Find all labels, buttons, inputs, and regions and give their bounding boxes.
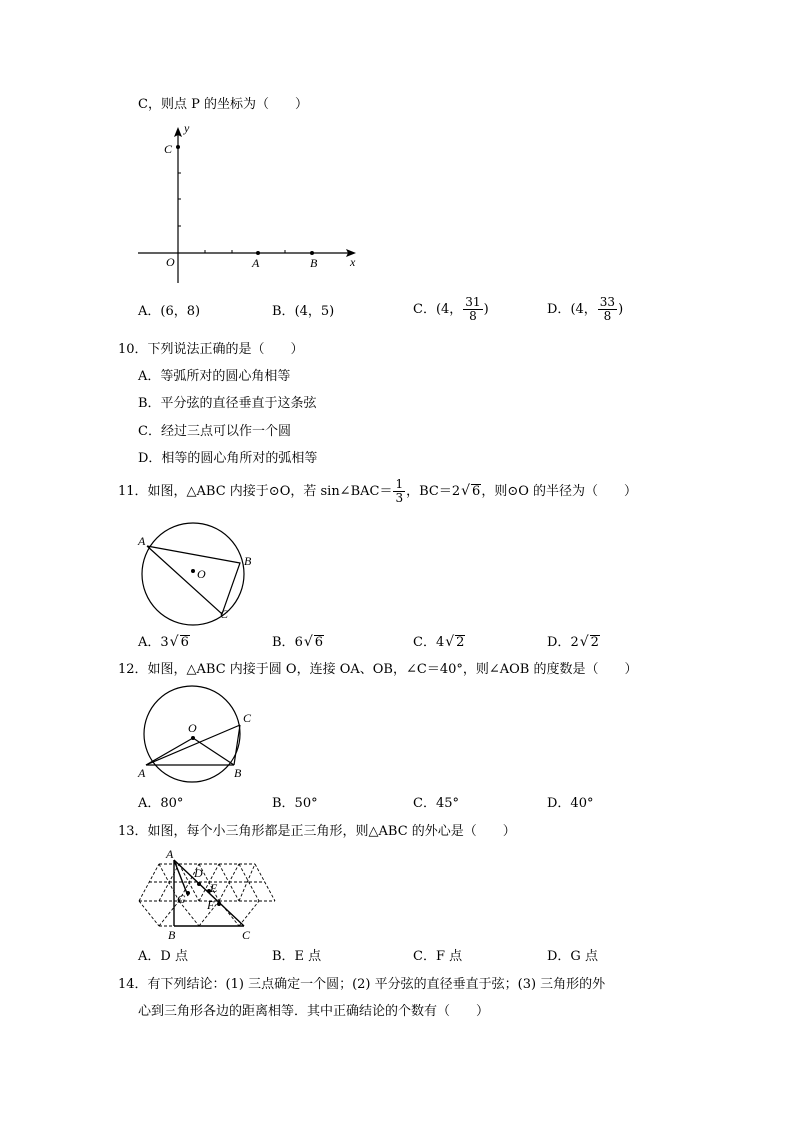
q11-label-c: C <box>220 607 229 621</box>
q12-option-d[interactable]: D．40° <box>547 796 594 811</box>
q12-label-a: A <box>138 766 146 780</box>
q13-label-f: F <box>207 898 215 912</box>
q10-option-c[interactable]: C．经过三点可以作一个圆 <box>138 424 291 439</box>
q11-option-b[interactable]: B．6√ 6 <box>272 634 324 650</box>
q12-option-a[interactable]: A．80° <box>138 796 184 811</box>
q13-option-b[interactable]: B．E 点 <box>272 949 322 964</box>
q11-option-a[interactable]: A．3√ 6 <box>138 634 189 650</box>
q12-label-c: C <box>243 711 252 725</box>
q10-option-b[interactable]: B．平分弦的直径垂直于这条弦 <box>138 396 317 411</box>
q10-option-d[interactable]: D．相等的圆心角所对的弧相等 <box>138 451 318 466</box>
q12-stem: 12．如图，△ABC 内接于圆 O，连接 OA、OB，∠C＝40°，则∠AOB 的度数是（ ） <box>118 662 638 677</box>
q9-label-y: y <box>184 121 190 135</box>
q9-label-x: x <box>350 255 356 269</box>
q12-option-c[interactable]: C．45° <box>413 796 459 811</box>
q11-label-o: O <box>197 567 206 581</box>
q14-stem-line1: 14．有下列结论：(1) 三点确定一个圆；(2) 平分弦的直径垂直于弦；(3) 三角形的外 <box>118 977 606 992</box>
q13-label-c: C <box>242 928 251 942</box>
q9-option-d[interactable]: D．(4， $\frac{33}{8}$ ) <box>547 295 624 323</box>
q11-option-d[interactable]: D．2√ 2 <box>547 634 599 650</box>
q11-option-c[interactable]: C．4√ 2 <box>413 634 465 650</box>
q11-fraction: $\frac{1}{3}$ <box>395 477 404 505</box>
q13-option-c[interactable]: C．F 点 <box>413 949 463 964</box>
q12-label-b: B <box>234 766 242 780</box>
q11-circle-figure <box>130 525 270 625</box>
q11-stem: 11．如图，△ABC 内接于⊙O，若 sin∠BAC＝ $\frac{1}{3}$ ，BC＝2√ 6，则⊙O 的半径为（ ） <box>118 477 638 505</box>
q9-option-c-fraction: $\frac{31}{8}$ <box>465 295 481 323</box>
q13-label-d: D <box>194 866 203 880</box>
q13-option-a[interactable]: A．D 点 <box>138 949 188 964</box>
q9-label-b: B <box>310 256 318 270</box>
q13-option-d[interactable]: D．G 点 <box>547 949 598 964</box>
q12-circle-figure <box>130 685 270 785</box>
q9-coordinate-figure <box>130 118 370 290</box>
q11-label-a: A <box>138 534 146 548</box>
q13-label-e: E <box>210 881 218 895</box>
q13-label-g: G <box>177 892 186 906</box>
q13-triangle-grid-figure <box>130 846 280 942</box>
q10-stem: 10．下列说法正确的是（ ） <box>118 342 304 357</box>
q9-option-d-fraction: $\frac{33}{8}$ <box>599 295 616 323</box>
q9-label-a: A <box>252 256 260 270</box>
q9-stem-tail: C，则点 P 的坐标为（ ） <box>138 97 308 112</box>
q11-label-b: B <box>244 554 252 568</box>
q9-option-c[interactable]: C．(4， $\frac{31}{8}$ ) <box>413 295 489 323</box>
q12-option-b[interactable]: B．50° <box>272 796 318 811</box>
q9-label-c: C <box>164 142 173 156</box>
q9-label-o: O <box>166 255 175 269</box>
q12-label-o: O <box>188 721 197 735</box>
q10-option-a[interactable]: A．等弧所对的圆心角相等 <box>138 369 291 384</box>
q13-label-a: A <box>166 847 174 861</box>
q9-option-b[interactable]: B．(4，5) <box>272 304 335 319</box>
q13-stem: 13．如图，每个小三角形都是正三角形，则△ABC 的外心是（ ） <box>118 824 516 839</box>
q9-option-a[interactable]: A．(6，8) <box>138 304 201 319</box>
q13-label-b: B <box>168 928 176 942</box>
q14-stem-line2: 心到三角形各边的距离相等．其中正确结论的个数有（ ） <box>138 1004 490 1019</box>
